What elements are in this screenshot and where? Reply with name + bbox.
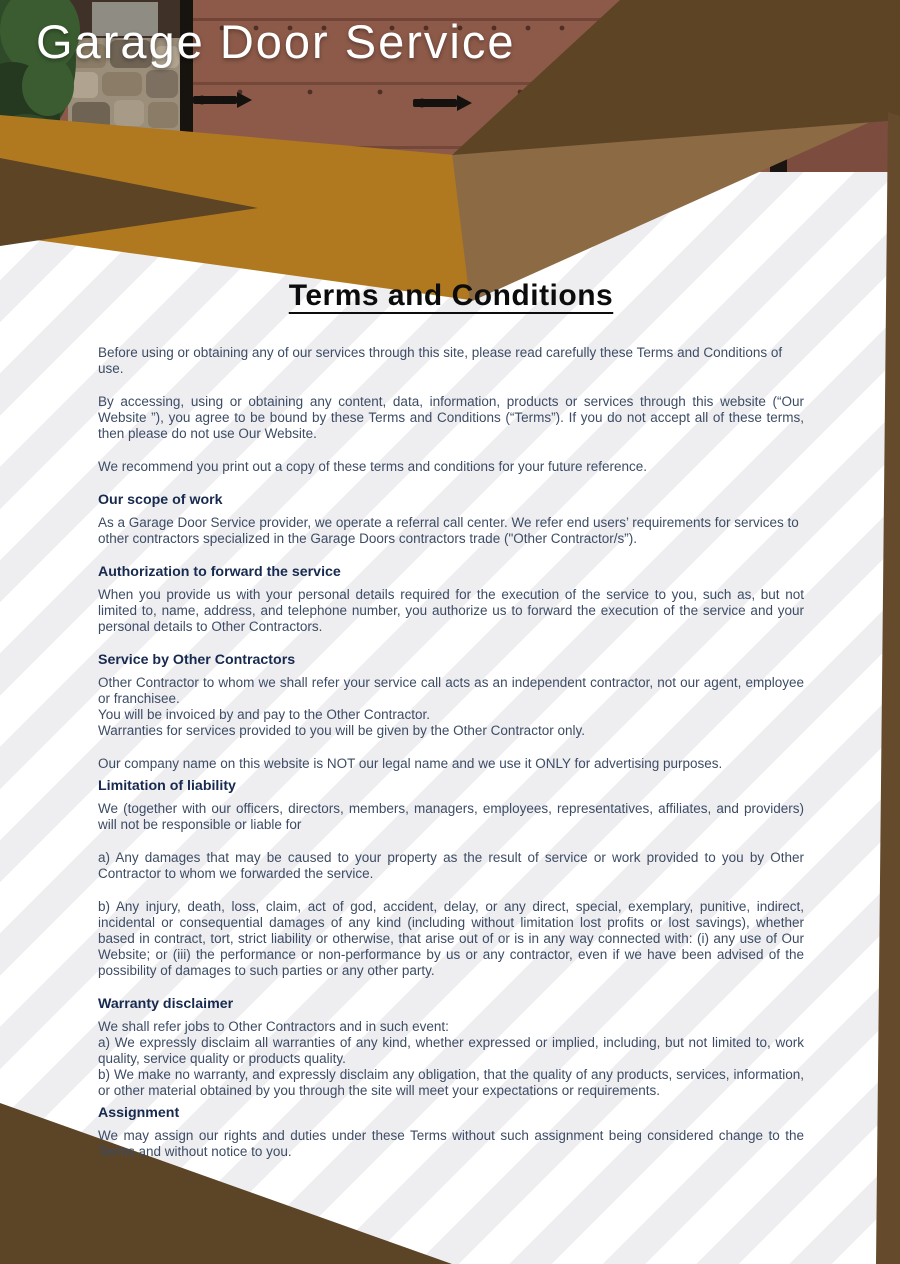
- section-service-by-others: [98, 652, 804, 772]
- section-heading: Service by Other Contractors: [98, 652, 296, 668]
- section-authorization: [98, 564, 804, 635]
- section-assignment: [98, 1105, 804, 1160]
- section-heading: Assignment: [98, 1105, 180, 1121]
- section-paragraph: We (together with our officers, directors, members, managers, employees, representatives, affiliates, and providers) will not be responsible or liable for: [98, 801, 804, 832]
- section-paragraph: Our company name on this website is NOT our legal name and we use it ONLY for advertising purposes.: [98, 756, 723, 771]
- section-paragraph: a) We expressly disclaim all warranties of any kind, whether expressed or implied, including, but not limited to, work quality, service quality or products quality.: [98, 1035, 804, 1066]
- section-paragraph: b) We make no warranty, and expressly disclaim any obligation, that the quality of any products, services, information, or other material obtained by you through the site will meet your expectations or requirements.: [98, 1067, 804, 1098]
- section-scope: [98, 492, 804, 547]
- intro-paragraph: By accessing, using or obtaining any content, data, information, products or services through this website (“Our Website ”), you agree to be bound by these Terms and Conditions (“Terms”). If you do not accept all of these terms, then please do not use Our Website.: [98, 394, 804, 441]
- section-paragraph: When you provide us with your personal details required for the execution of the service to you, such as, but not limited to, name, address, and telephone number, you authorize us to forward the execution of the service and your personal details to Other Contractors.: [98, 587, 804, 634]
- section-paragraph: Warranties for services provided to you will be given by the Other Contractor only.: [98, 723, 585, 738]
- site-title: Garage Door Service: [36, 15, 516, 68]
- section-warranty: [98, 996, 804, 1099]
- section-paragraph: Other Contractor to whom we shall refer your service call acts as an independent contractor, not our agent, employee or franchisee.: [98, 675, 804, 706]
- section-heading: Limitation of liability: [98, 778, 236, 794]
- section-paragraph: b) Any injury, death, loss, claim, act of god, accident, delay, or any direct, special, exemplary, punitive, indirect, incidental or consequential damages of any kind (including without limitation lost profits or lost savings), whether based in contract, tort, strict liability or otherwise, that arise out of or is in any way connected with: (i) any use of Our Website; or (iii) the performance or non-performance by us or any contractor, even if we have been advised of the possibility of damages to such parties or any other party.: [98, 899, 804, 978]
- section-paragraph: a) Any damages that may be caused to your property as the result of service or work provided to you by Other Contractor to whom we forwarded the service.: [98, 850, 804, 881]
- right-edge-strip: [876, 112, 900, 1264]
- section-paragraph: We shall refer jobs to Other Contractors and in such event:: [98, 1019, 449, 1034]
- section-limitation: [98, 778, 804, 979]
- section-heading: Our scope of work: [98, 492, 223, 508]
- section-paragraph: You will be invoiced by and pay to the Other Contractor.: [98, 707, 430, 722]
- page-title: Terms and Conditions: [288, 279, 614, 312]
- intro-paragraph: We recommend you print out a copy of these terms and conditions for your future reference.: [98, 459, 648, 474]
- section-heading: Authorization to forward the service: [98, 564, 341, 580]
- intro-paragraph: Before using or obtaining any of our services through this site, please read carefully these Terms and Conditions of use.: [98, 345, 783, 376]
- section-heading: Warranty disclaimer: [98, 996, 234, 1012]
- section-paragraph: As a Garage Door Service provider, we operate a referral call center. We refer end users’ requirements for services to other contractors specialized in the Garage Doors contractors trade ("Other Contractor/s”).: [98, 515, 799, 546]
- terms-document: [98, 278, 804, 1177]
- section-paragraph: We may assign our rights and duties under these Terms without such assignment being considered change to the Terms and without notice to you.: [98, 1128, 804, 1159]
